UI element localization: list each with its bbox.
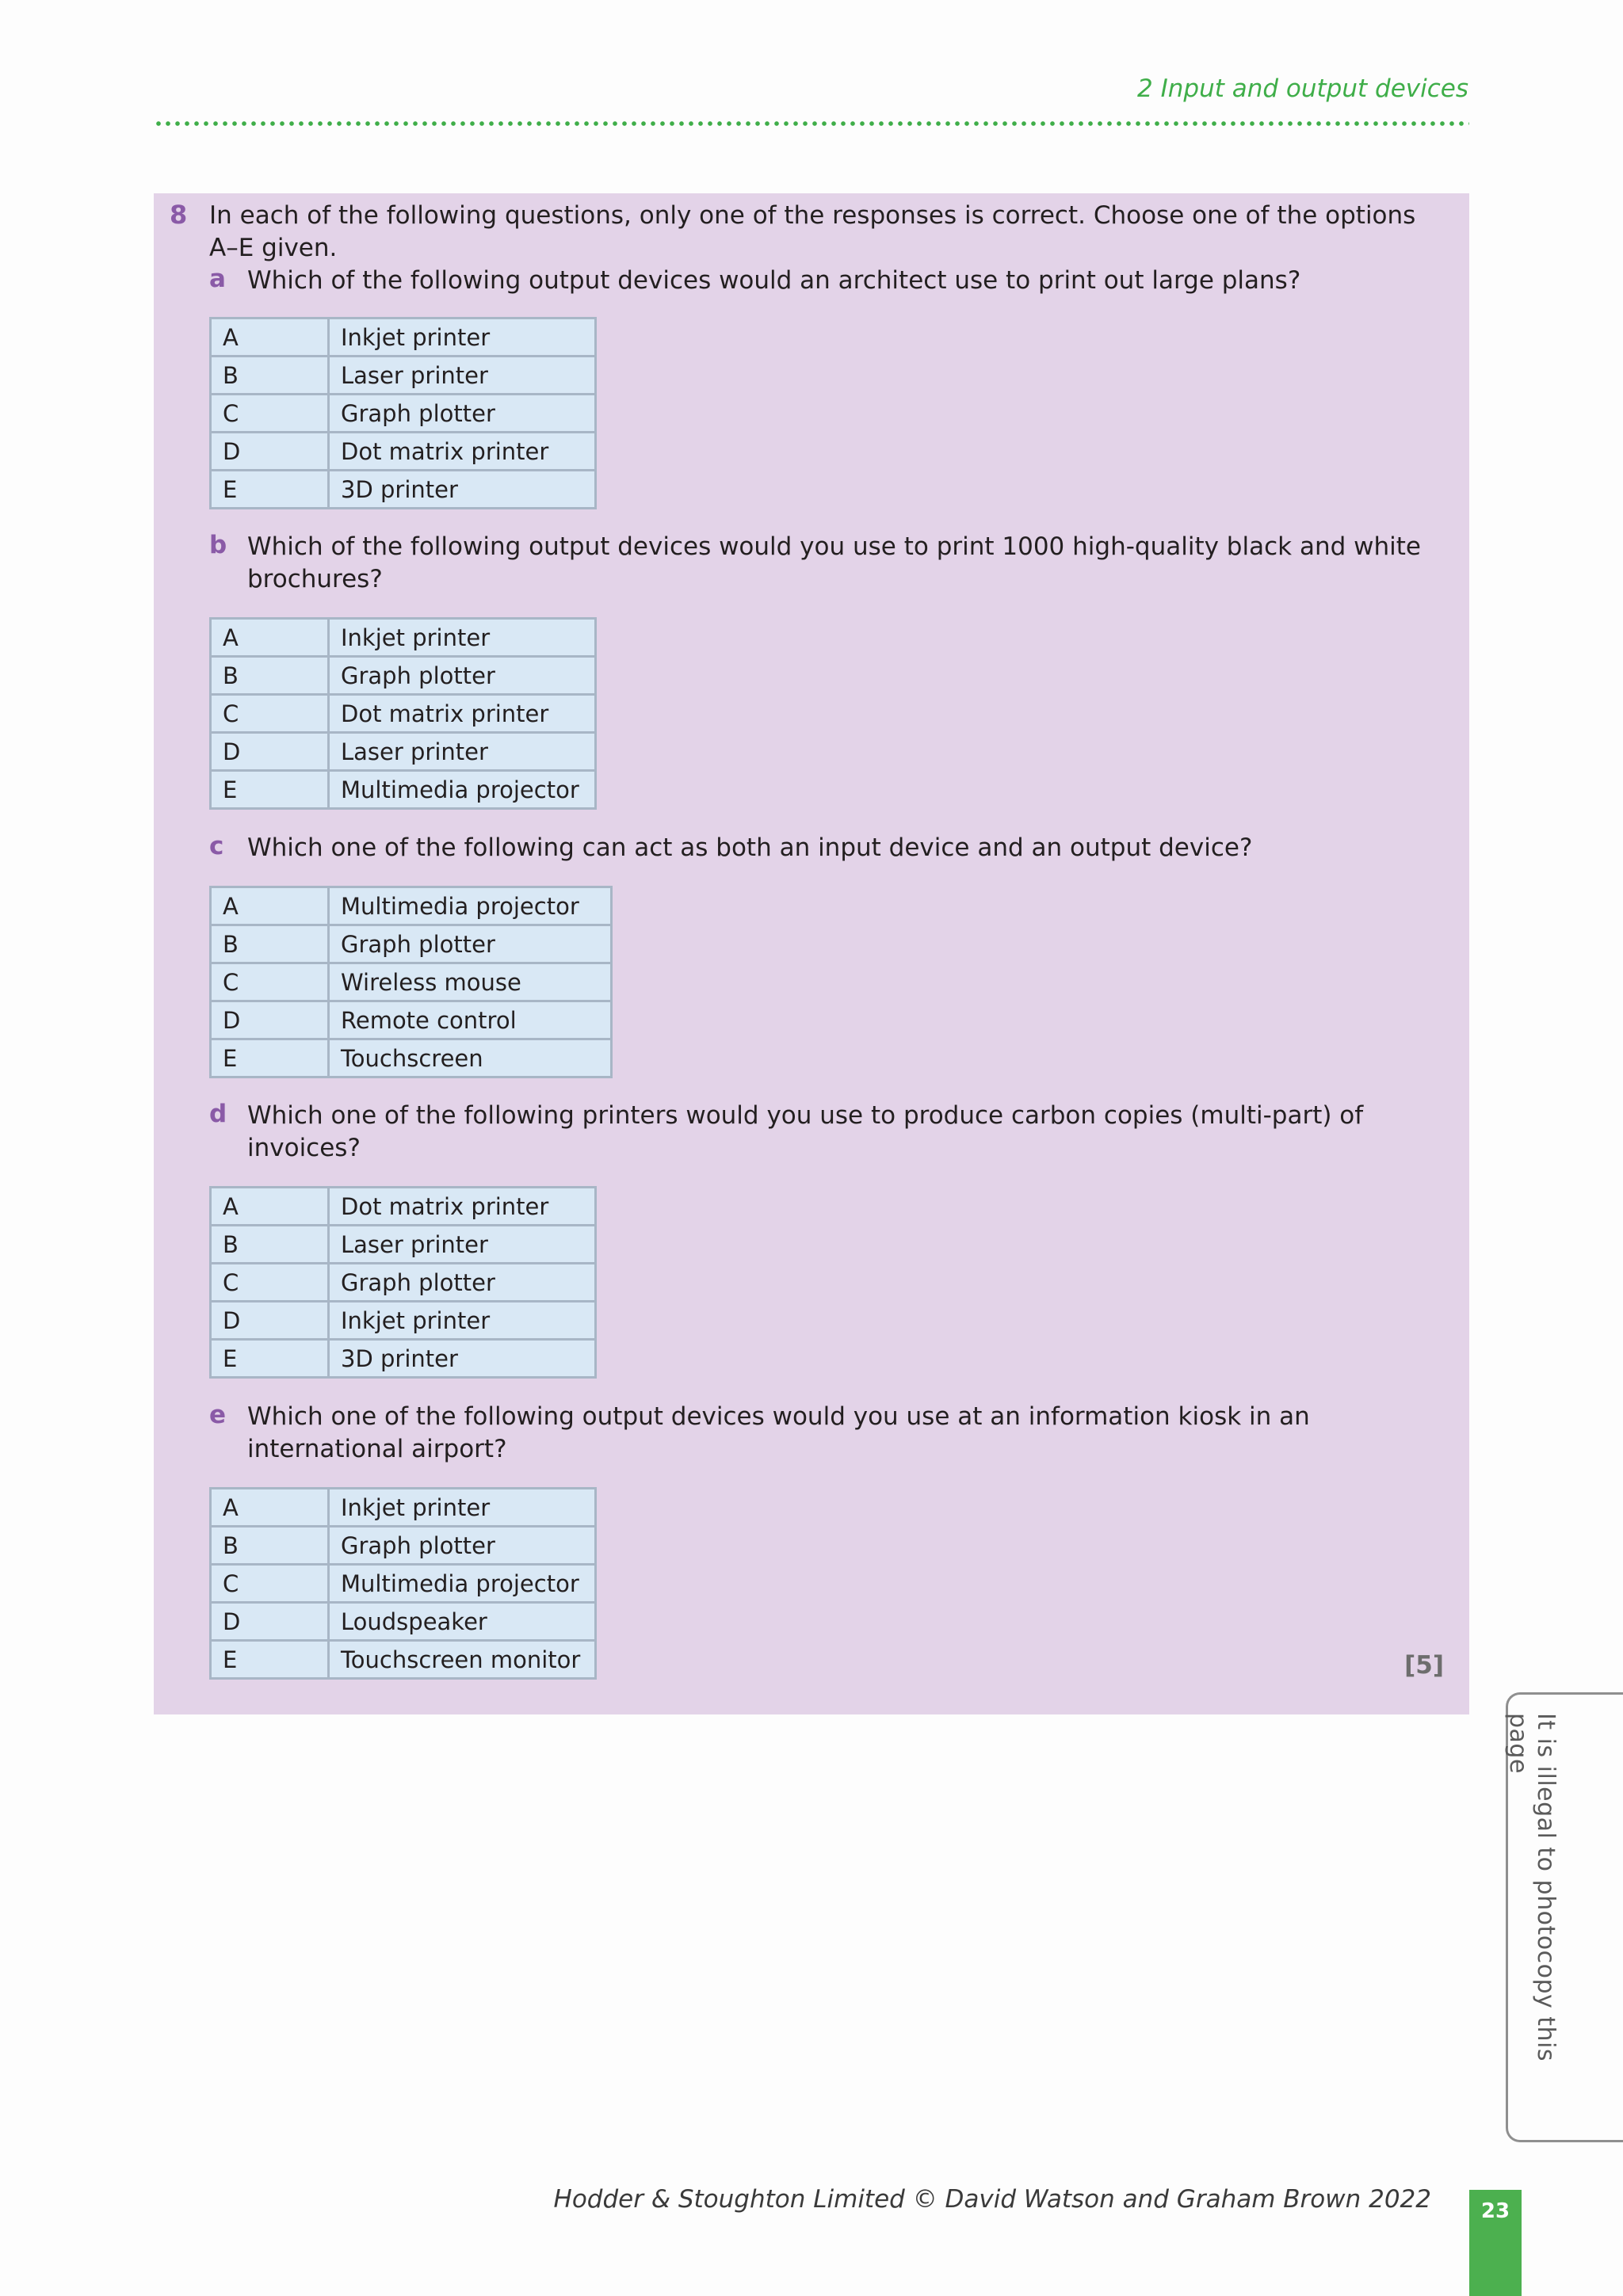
option-label: Remote control (329, 1001, 612, 1039)
option-row[interactable] (211, 657, 596, 695)
part-d-options-table (209, 1186, 597, 1379)
option-label: Multimedia projector (329, 771, 596, 809)
option-row[interactable] (211, 1188, 596, 1226)
option-letter: C (211, 1264, 329, 1302)
option-row[interactable] (211, 695, 596, 733)
part-letter: b (209, 531, 227, 559)
option-label: Laser printer (329, 357, 596, 395)
part-b-options-table (209, 617, 597, 810)
option-row[interactable] (211, 1226, 596, 1264)
option-label: Graph plotter (329, 925, 612, 963)
part-letter: a (209, 265, 226, 293)
part-letter: c (209, 832, 224, 860)
option-row[interactable] (211, 1001, 612, 1039)
option-label: Loudspeaker (329, 1603, 596, 1641)
option-letter: C (211, 963, 329, 1001)
option-label: Dot matrix printer (329, 695, 596, 733)
part-text: Which one of the following can act as both an input device and an output device? (247, 833, 1253, 862)
option-letter: E (211, 1340, 329, 1378)
option-row[interactable] (211, 733, 596, 771)
question-8-box (154, 193, 1469, 1714)
option-label: Wireless mouse (329, 963, 612, 1001)
option-letter: D (211, 733, 329, 771)
option-row[interactable] (211, 318, 596, 357)
option-label: Graph plotter (329, 1264, 596, 1302)
option-row[interactable] (211, 1565, 596, 1603)
part-letter: d (209, 1100, 227, 1128)
option-row[interactable] (211, 619, 596, 657)
option-letter: B (211, 1527, 329, 1565)
option-letter: B (211, 657, 329, 695)
option-label: 3D printer (329, 1340, 596, 1378)
page-number: 23 (1480, 2199, 1510, 2223)
option-letter: B (211, 357, 329, 395)
option-label: Inkjet printer (329, 1489, 596, 1527)
option-label: Dot matrix printer (329, 433, 596, 471)
part-text: Which of the following output devices would an architect use to print out large plans? (247, 266, 1301, 295)
footer-credit: Hodder & Stoughton Limited © David Watson and Graham Brown 2022 (553, 2185, 1431, 2214)
part-e-options-table (209, 1487, 597, 1680)
part-text: Which one of the following printers would you use to produce carbon copies (multi-part) of invoices? (247, 1101, 1364, 1162)
part-letter: e (209, 1401, 227, 1429)
option-letter: D (211, 433, 329, 471)
option-row[interactable] (211, 357, 596, 395)
option-row[interactable] (211, 1340, 596, 1378)
option-letter: A (211, 887, 329, 925)
option-row[interactable] (211, 771, 596, 809)
option-letter: C (211, 695, 329, 733)
option-letter: D (211, 1302, 329, 1340)
option-letter: E (211, 1039, 329, 1077)
option-label: Graph plotter (329, 395, 596, 433)
option-row[interactable] (211, 887, 612, 925)
option-letter: A (211, 619, 329, 657)
part-c-options-table (209, 886, 613, 1078)
option-row[interactable] (211, 1641, 596, 1679)
option-letter: C (211, 395, 329, 433)
option-letter: C (211, 1565, 329, 1603)
option-label: Multimedia projector (329, 887, 612, 925)
option-label: Touchscreen monitor (329, 1641, 596, 1679)
option-letter: D (211, 1001, 329, 1039)
option-row[interactable] (211, 395, 596, 433)
option-label: Graph plotter (329, 657, 596, 695)
option-letter: E (211, 471, 329, 509)
option-letter: A (211, 1489, 329, 1527)
option-row[interactable] (211, 1264, 596, 1302)
option-row[interactable] (211, 1489, 596, 1527)
option-row[interactable] (211, 1039, 612, 1077)
part-text: Which of the following output devices would you use to print 1000 high-quality black and white brochures? (247, 532, 1421, 593)
option-row[interactable] (211, 471, 596, 509)
option-letter: B (211, 1226, 329, 1264)
option-row[interactable] (211, 433, 596, 471)
option-letter: D (211, 1603, 329, 1641)
option-letter: A (211, 1188, 329, 1226)
option-letter: E (211, 1641, 329, 1679)
option-row[interactable] (211, 1302, 596, 1340)
option-row[interactable] (211, 1527, 596, 1565)
part-text: Which one of the following output devices would you use at an information kiosk in an international airport? (247, 1402, 1310, 1463)
option-label: Graph plotter (329, 1527, 596, 1565)
option-label: Inkjet printer (329, 619, 596, 657)
option-letter: B (211, 925, 329, 963)
option-row[interactable] (211, 1603, 596, 1641)
option-label: 3D printer (329, 471, 596, 509)
option-label: Dot matrix printer (329, 1188, 596, 1226)
option-label: Laser printer (329, 1226, 596, 1264)
option-label: Touchscreen (329, 1039, 612, 1077)
running-head: 2 Input and output devices (1137, 74, 1468, 103)
option-label: Inkjet printer (329, 1302, 596, 1340)
part-a-options-table (209, 317, 597, 509)
option-row[interactable] (211, 963, 612, 1001)
side-notice-text: It is illegal to photocopy this page (1504, 1713, 1560, 2062)
page-number-box (1469, 2190, 1522, 2296)
option-label: Inkjet printer (329, 318, 596, 357)
option-letter: E (211, 771, 329, 809)
option-label: Multimedia projector (329, 1565, 596, 1603)
question-number: 8 (170, 200, 188, 230)
option-row[interactable] (211, 925, 612, 963)
option-letter: A (211, 318, 329, 357)
marks-total: [5] (1404, 1651, 1444, 1680)
dotted-divider (154, 120, 1469, 127)
option-label: Laser printer (329, 733, 596, 771)
question-intro: In each of the following questions, only one of the responses is correct. Choose one of the options A–E given. (209, 201, 1416, 262)
